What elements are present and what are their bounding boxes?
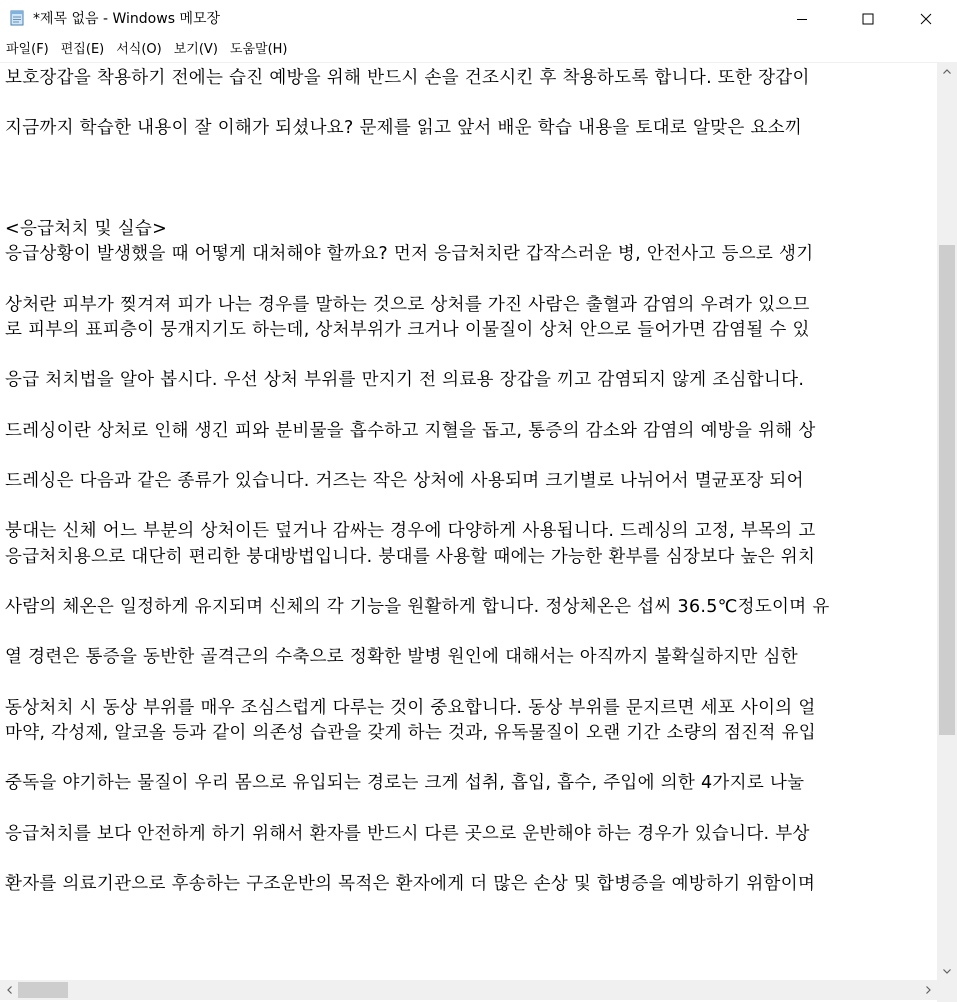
menu-file[interactable]: 파일(F) — [6, 42, 49, 57]
text-line[interactable]: 응급처치를 보다 안전하게 하기 위해서 환자를 반드시 다른 곳으로 운반해야 하는 경우가 있습니다. 부상 — [5, 823, 810, 844]
horizontal-scrollbar[interactable] — [0, 980, 937, 1000]
text-line[interactable] — [5, 91, 830, 116]
text-line[interactable] — [5, 192, 830, 217]
text-line[interactable]: 사람의 체온은 일정하게 유지되며 신체의 각 기능을 원활하게 합니다. 정상체온은 섭씨 36.5℃정도이며 유 — [5, 596, 830, 617]
text-line[interactable]: 열 경련은 통증을 동반한 골격근의 수축으로 정확한 발병 원인에 대해서는 아직까지 불확실하지만 심한 — [5, 647, 798, 668]
text-line[interactable] — [5, 142, 830, 167]
text-line[interactable] — [5, 444, 830, 469]
text-line[interactable] — [5, 268, 830, 293]
scrollbar-corner — [937, 980, 957, 1002]
window-title: *제목 없음 - Windows 메모장 — [33, 11, 221, 27]
menu-bar — [0, 38, 957, 62]
scroll-down-button[interactable] — [937, 962, 957, 980]
maximize-button[interactable] — [845, 0, 891, 38]
text-line[interactable]: 드레싱은 다음과 같은 종류가 있습니다. 거즈는 작은 상처에 사용되며 크기별로 나뉘어서 멸균포장 되어 — [5, 471, 804, 491]
notepad-icon — [9, 10, 25, 26]
text-line[interactable]: 환자를 의료기관으로 후송하는 구조운반의 목적은 환자에게 더 많은 손상 및 합병증을 예방하기 위함이며 — [5, 874, 816, 894]
maximize-icon — [862, 13, 874, 25]
chevron-down-icon — [943, 969, 951, 974]
text-line[interactable]: 응급상황이 발생했을 때 어떻게 대처해야 할까요? 먼저 응급처치란 갑작스러운 병, 안전사고 등으로 생기 — [5, 244, 814, 265]
minimize-button[interactable] — [779, 0, 825, 38]
title-bar[interactable] — [0, 0, 957, 38]
text-line[interactable]: 응급 처치법을 알아 봅시다. 우선 상처 부위를 만지기 전 의료용 장갑을 끼고 감염되지 않게 조심합니다. — [5, 370, 805, 391]
scroll-up-button[interactable] — [937, 62, 957, 80]
text-line[interactable] — [5, 494, 830, 519]
text-editor[interactable] — [0, 62, 937, 981]
vertical-scroll-thumb[interactable] — [939, 245, 955, 735]
text-line[interactable]: 드레싱이란 상처로 인해 생긴 피와 분비물을 흡수하고 지혈을 돕고, 통증의 감소와 감염의 예방을 위해 상 — [5, 420, 816, 441]
text-line[interactable]: 마약, 각성제, 알코올 등과 같이 의존성 습관을 갖게 하는 것과, 유독물질이 오랜 기간 소량의 점진적 유입 — [5, 722, 816, 743]
close-icon — [920, 13, 932, 25]
text-line[interactable] — [5, 570, 830, 595]
minimize-icon — [796, 13, 808, 25]
text-line[interactable]: 응급처치용으로 대단히 편리한 붕대방법입니다. 붕대를 사용할 때에는 가능한 환부를 심장보다 높은 위치 — [5, 546, 816, 567]
text-line[interactable] — [5, 343, 830, 368]
text-line[interactable]: <응급처치 및 실습> — [5, 219, 168, 240]
vertical-scrollbar[interactable] — [937, 62, 957, 980]
scroll-left-button[interactable] — [0, 980, 18, 1000]
text-line[interactable] — [5, 847, 830, 872]
editor-text[interactable] — [5, 66, 830, 897]
menu-format[interactable]: 서식(O) — [116, 42, 162, 57]
text-line[interactable] — [5, 746, 830, 771]
menu-help[interactable]: 도움말(H) — [229, 42, 288, 57]
text-line[interactable]: 지금까지 학습한 내용이 잘 이해가 되셨나요? 문제를 읽고 앞서 배운 학습 내용을 토대로 알맞은 요소끼 — [5, 118, 803, 139]
chevron-right-icon — [926, 986, 931, 994]
text-line[interactable] — [5, 620, 830, 645]
chevron-up-icon — [943, 69, 951, 74]
text-line[interactable] — [5, 796, 830, 821]
menu-edit[interactable]: 편집(E) — [60, 42, 105, 57]
text-line[interactable]: 중독을 야기하는 물질이 우리 몸으로 유입되는 경로는 크게 섭취, 흡입, 흡수, 주입에 의한 4가지로 나눌 — [5, 773, 805, 794]
text-line[interactable]: 상처란 피부가 찢겨져 피가 나는 경우를 말하는 것으로 상처를 가진 사람은 출혈과 감염의 우려가 있으므 — [5, 294, 810, 315]
text-line[interactable]: 보호장갑을 착용하기 전에는 습진 예방을 위해 반드시 손을 건조시킨 후 착용하도록 합니다. 또한 장갑이 — [5, 68, 810, 88]
text-line[interactable] — [5, 167, 830, 192]
text-line[interactable]: 로 피부의 표피층이 뭉개지기도 하는데, 상처부위가 크거나 이물질이 상처 안으로 들어가면 감염될 수 있 — [5, 319, 810, 340]
text-line[interactable]: 동상처치 시 동상 부위를 매우 조심스럽게 다루는 것이 중요합니다. 동상 부위를 문지르면 세포 사이의 얼 — [5, 697, 816, 718]
text-line[interactable]: 붕대는 신체 어느 부분의 상처이든 덮거나 감싸는 경우에 다양하게 사용됩니다. 드레싱의 고정, 부목의 고 — [5, 521, 816, 542]
text-line[interactable] — [5, 393, 830, 418]
chevron-left-icon — [7, 986, 12, 994]
text-line[interactable] — [5, 671, 830, 696]
scroll-right-button[interactable] — [919, 980, 937, 1000]
close-button[interactable] — [903, 0, 949, 38]
menu-view[interactable]: 보기(V) — [173, 42, 218, 57]
horizontal-scroll-thumb[interactable] — [18, 982, 68, 998]
